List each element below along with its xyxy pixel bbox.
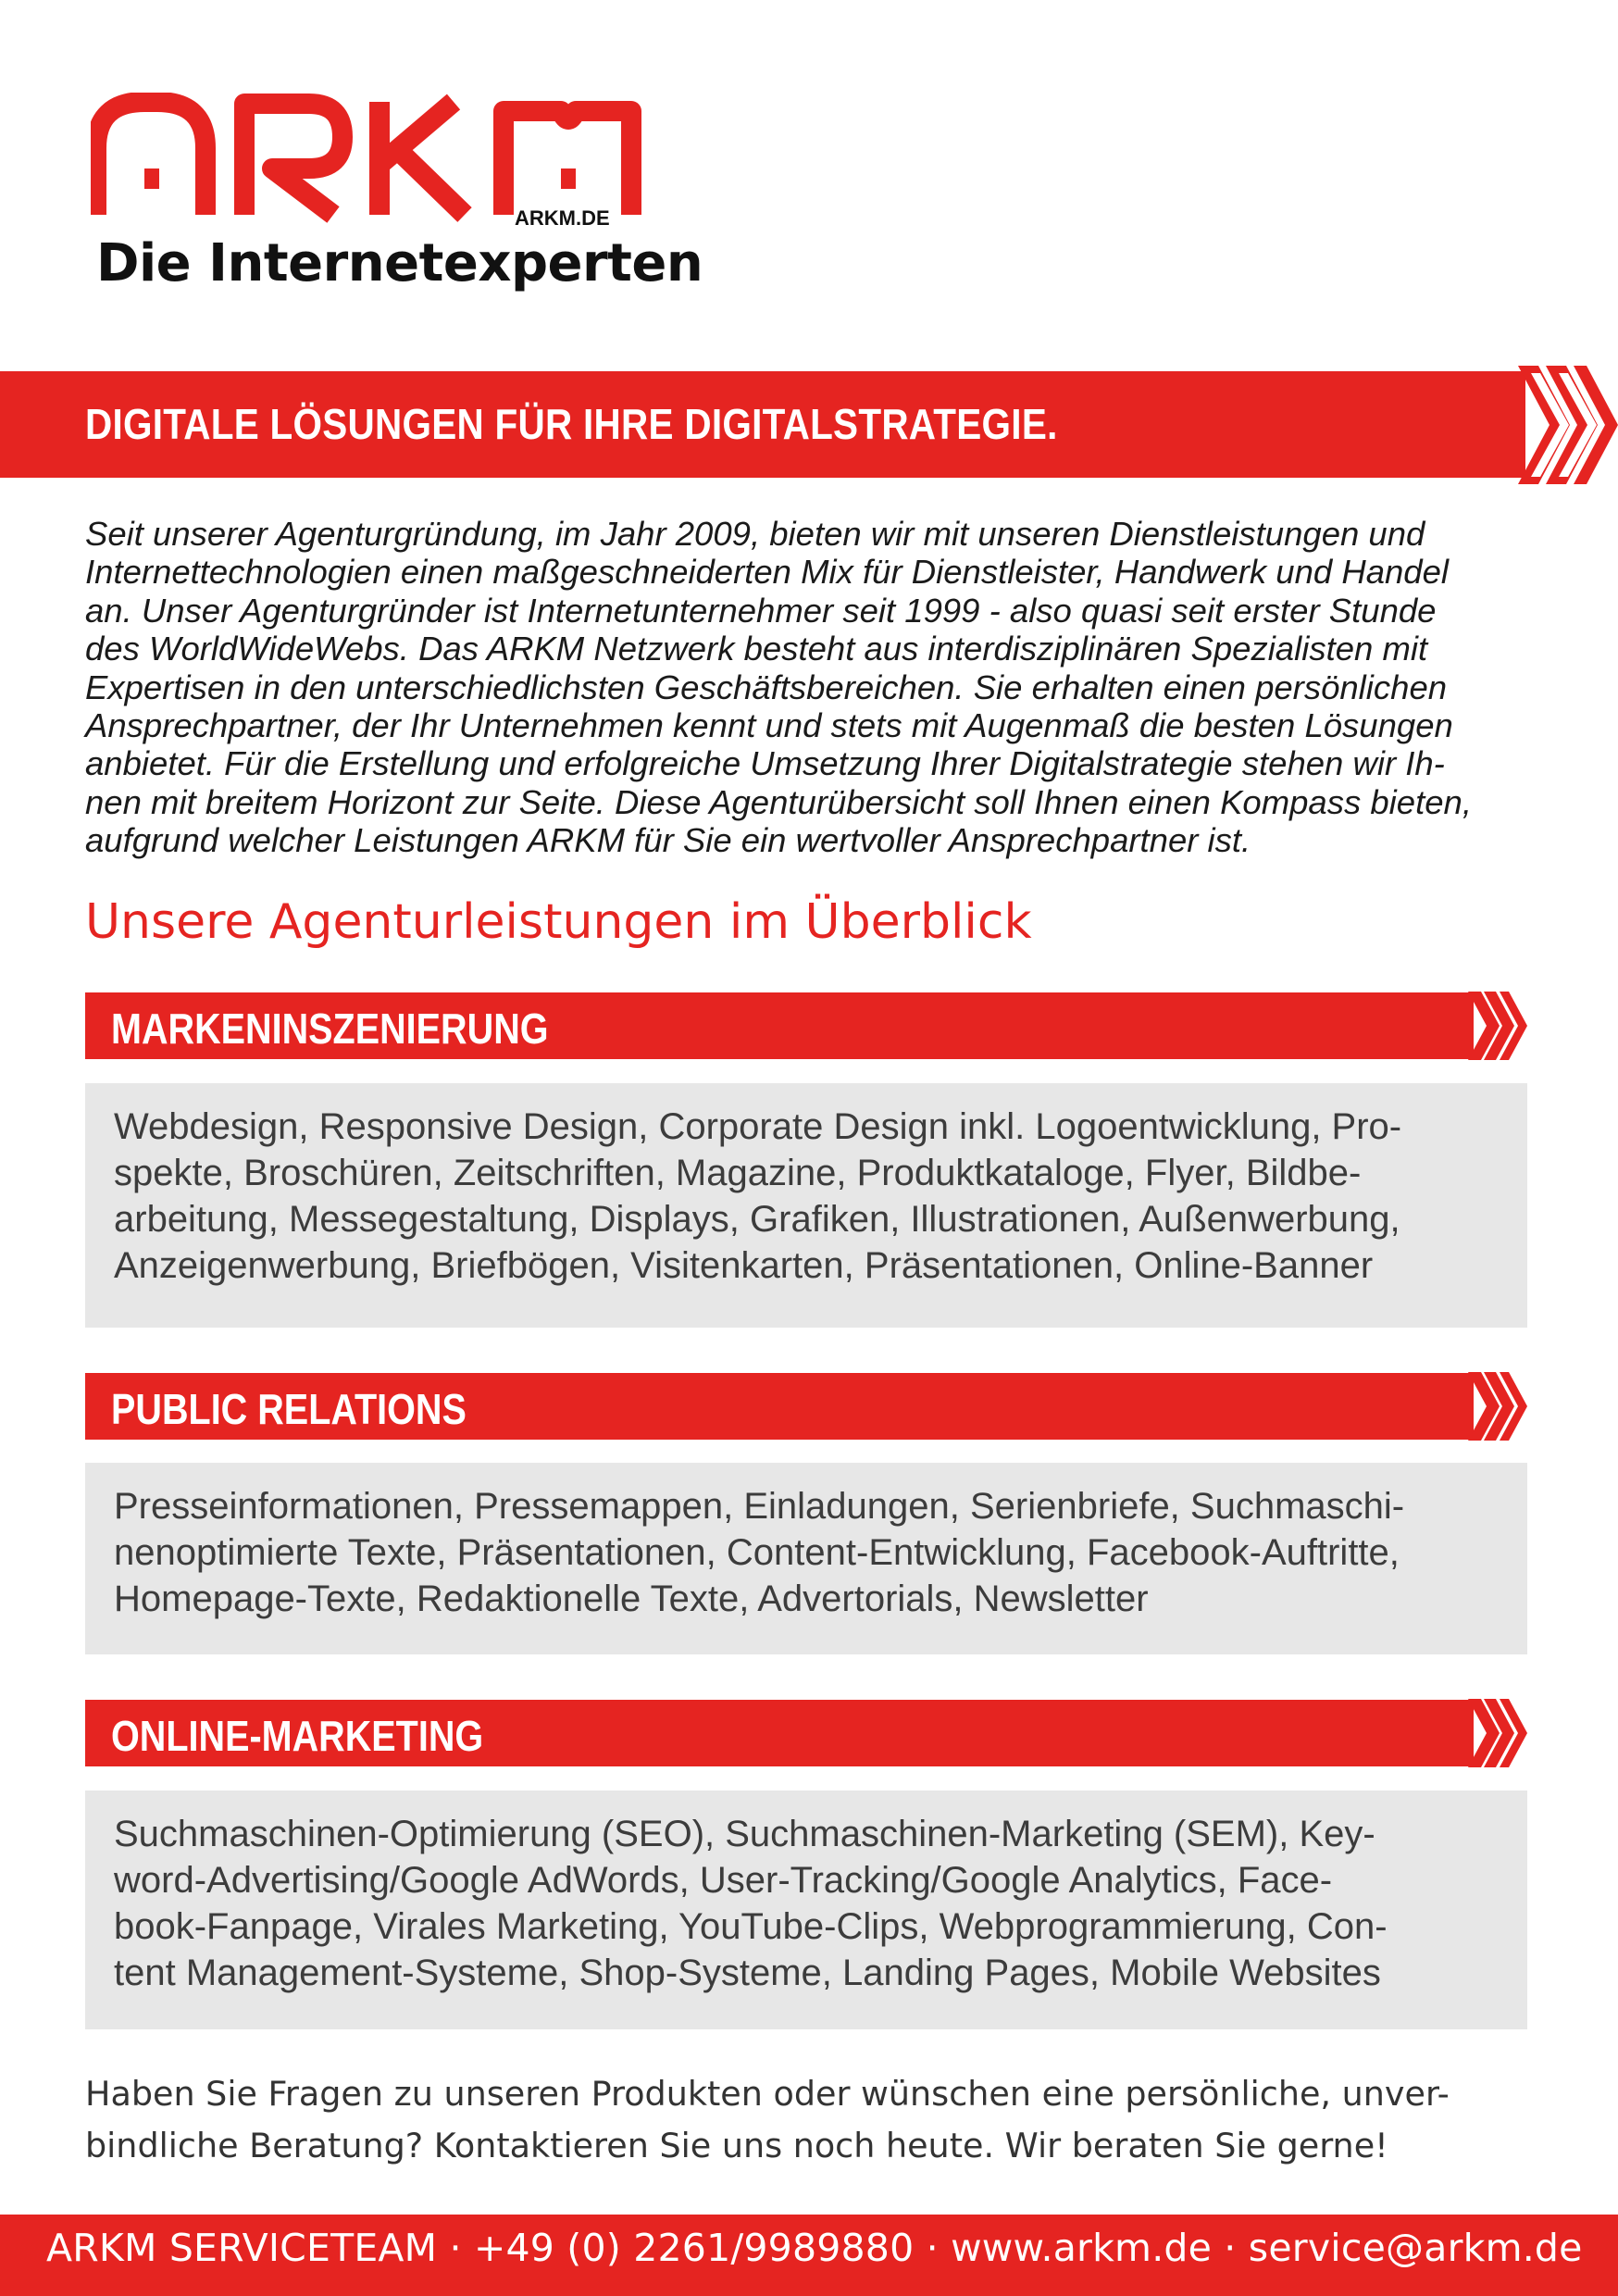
section-line: book-Fanpage, Virales Marketing, YouTube-Clips, Webprogrammierung, Con- (114, 1906, 1388, 1947)
logo-domain: ARKM.DE (515, 206, 610, 230)
section-box-markeninszenierung (85, 1083, 1527, 1328)
intro-line: des WorldWideWebs. Das ARKM Netzwerk besteht aus interdisziplinären Spezialisten mit (85, 630, 1428, 668)
triple-chevron-icon (1468, 992, 1527, 1060)
intro-line: nen mit breitem Horizont zur Seite. Diese Agenturübersicht soll Ihnen einen Kompass bieten, (85, 782, 1472, 821)
footer-bar (0, 2215, 1618, 2296)
intro-line: an. Unser Agenturgründer ist Internetunternehmer seit 1999 - also quasi seit erster Stunde (85, 591, 1437, 630)
section-line: Homepage-Texte, Redaktionelle Texte, Advertorials, Newsletter (114, 1578, 1149, 1619)
section-line: Webdesign, Responsive Design, Corporate Design inkl. Logoentwicklung, Pro- (114, 1106, 1402, 1147)
section-title: PUBLIC RELATIONS (111, 1385, 467, 1433)
section-line: tent Management-Systeme, Shop-Systeme, Landing Pages, Mobile Websites (114, 1953, 1381, 1993)
section-line: nenoptimierte Texte, Präsentationen, Content-Entwicklung, Facebook-Auftritte, (114, 1532, 1400, 1573)
section-box-public-relations (85, 1463, 1527, 1654)
intro-line: Seit unserer Agenturgründung, im Jahr 2009, bieten wir mit unseren Dienstleistungen und (85, 515, 1425, 553)
section-bar-markeninszenierung (85, 992, 1474, 1059)
intro-line: anbietet. Für die Erstellung und erfolgreiche Umsetzung Ihrer Digitalstrategie stehen wir Ih- (85, 744, 1445, 783)
triple-chevron-icon (1468, 1372, 1527, 1441)
headline-title: DIGITALE LÖSUNGEN FÜR IHRE DIGITALSTRATEGIE. (85, 400, 1058, 448)
closing-line: bindliche Beratung? Kontaktieren Sie uns noch heute. Wir beraten Sie gerne! (85, 2126, 1388, 2165)
overview-title: Unsere Agenturleistungen im Überblick (85, 894, 1032, 950)
intro-line: Ansprechpartner, der Ihr Unternehmen kennt und stets mit Augenmaß die besten Lösungen (85, 706, 1453, 745)
section-title: ONLINE-MARKETING (111, 1712, 484, 1760)
closing-text (85, 2068, 1450, 2172)
section-line: word-Advertising/Google AdWords, User-Tracking/Google Analytics, Face- (114, 1860, 1333, 1901)
closing-line: Haben Sie Fragen zu unseren Produkten oder wünschen eine persönliche, unver- (85, 2074, 1450, 2114)
section-title: MARKENINSZENIERUNG (111, 1004, 549, 1053)
intro-paragraph (85, 515, 1529, 860)
triple-chevron-icon (1468, 1699, 1527, 1767)
headline-banner (0, 371, 1525, 478)
intro-line: aufgrund welcher Leistungen ARKM für Sie ein wertvoller Ansprechpartner ist. (85, 821, 1251, 860)
section-line: Anzeigenwerbung, Briefbögen, Visitenkarten, Präsentationen, Online-Banner (114, 1245, 1374, 1286)
section-bar-public-relations (85, 1373, 1474, 1440)
intro-line: Expertisen in den unterschiedlichsten Geschäftsbereichen. Sie erhalten einen persönlichen (85, 668, 1448, 706)
section-box-online-marketing (85, 1791, 1527, 2029)
tagline: Die Internetexperten (96, 233, 703, 293)
section-line: spekte, Broschüren, Zeitschriften, Magazine, Produktkataloge, Flyer, Bildbe- (114, 1153, 1362, 1193)
section-line: Suchmaschinen-Optimierung (SEO), Suchmaschinen-Marketing (SEM), Key- (114, 1814, 1375, 1854)
triple-chevron-icon (1518, 366, 1618, 484)
section-line: arbeitung, Messegestaltung, Displays, Grafiken, Illustrationen, Außenwerbung, (114, 1199, 1400, 1240)
footer-contact: ARKM SERVICETEAM · +49 (0) 2261/9989880 · www.arkm.de · service@arkm.de (46, 2226, 1583, 2270)
section-bar-online-marketing (85, 1700, 1474, 1766)
section-line: Presseinformationen, Pressemappen, Einladungen, Serienbriefe, Suchmaschi- (114, 1486, 1405, 1527)
intro-line: Internettechnologien einen maßgeschneiderten Mix für Dienstleister, Handwerk und Handel (85, 553, 1450, 592)
